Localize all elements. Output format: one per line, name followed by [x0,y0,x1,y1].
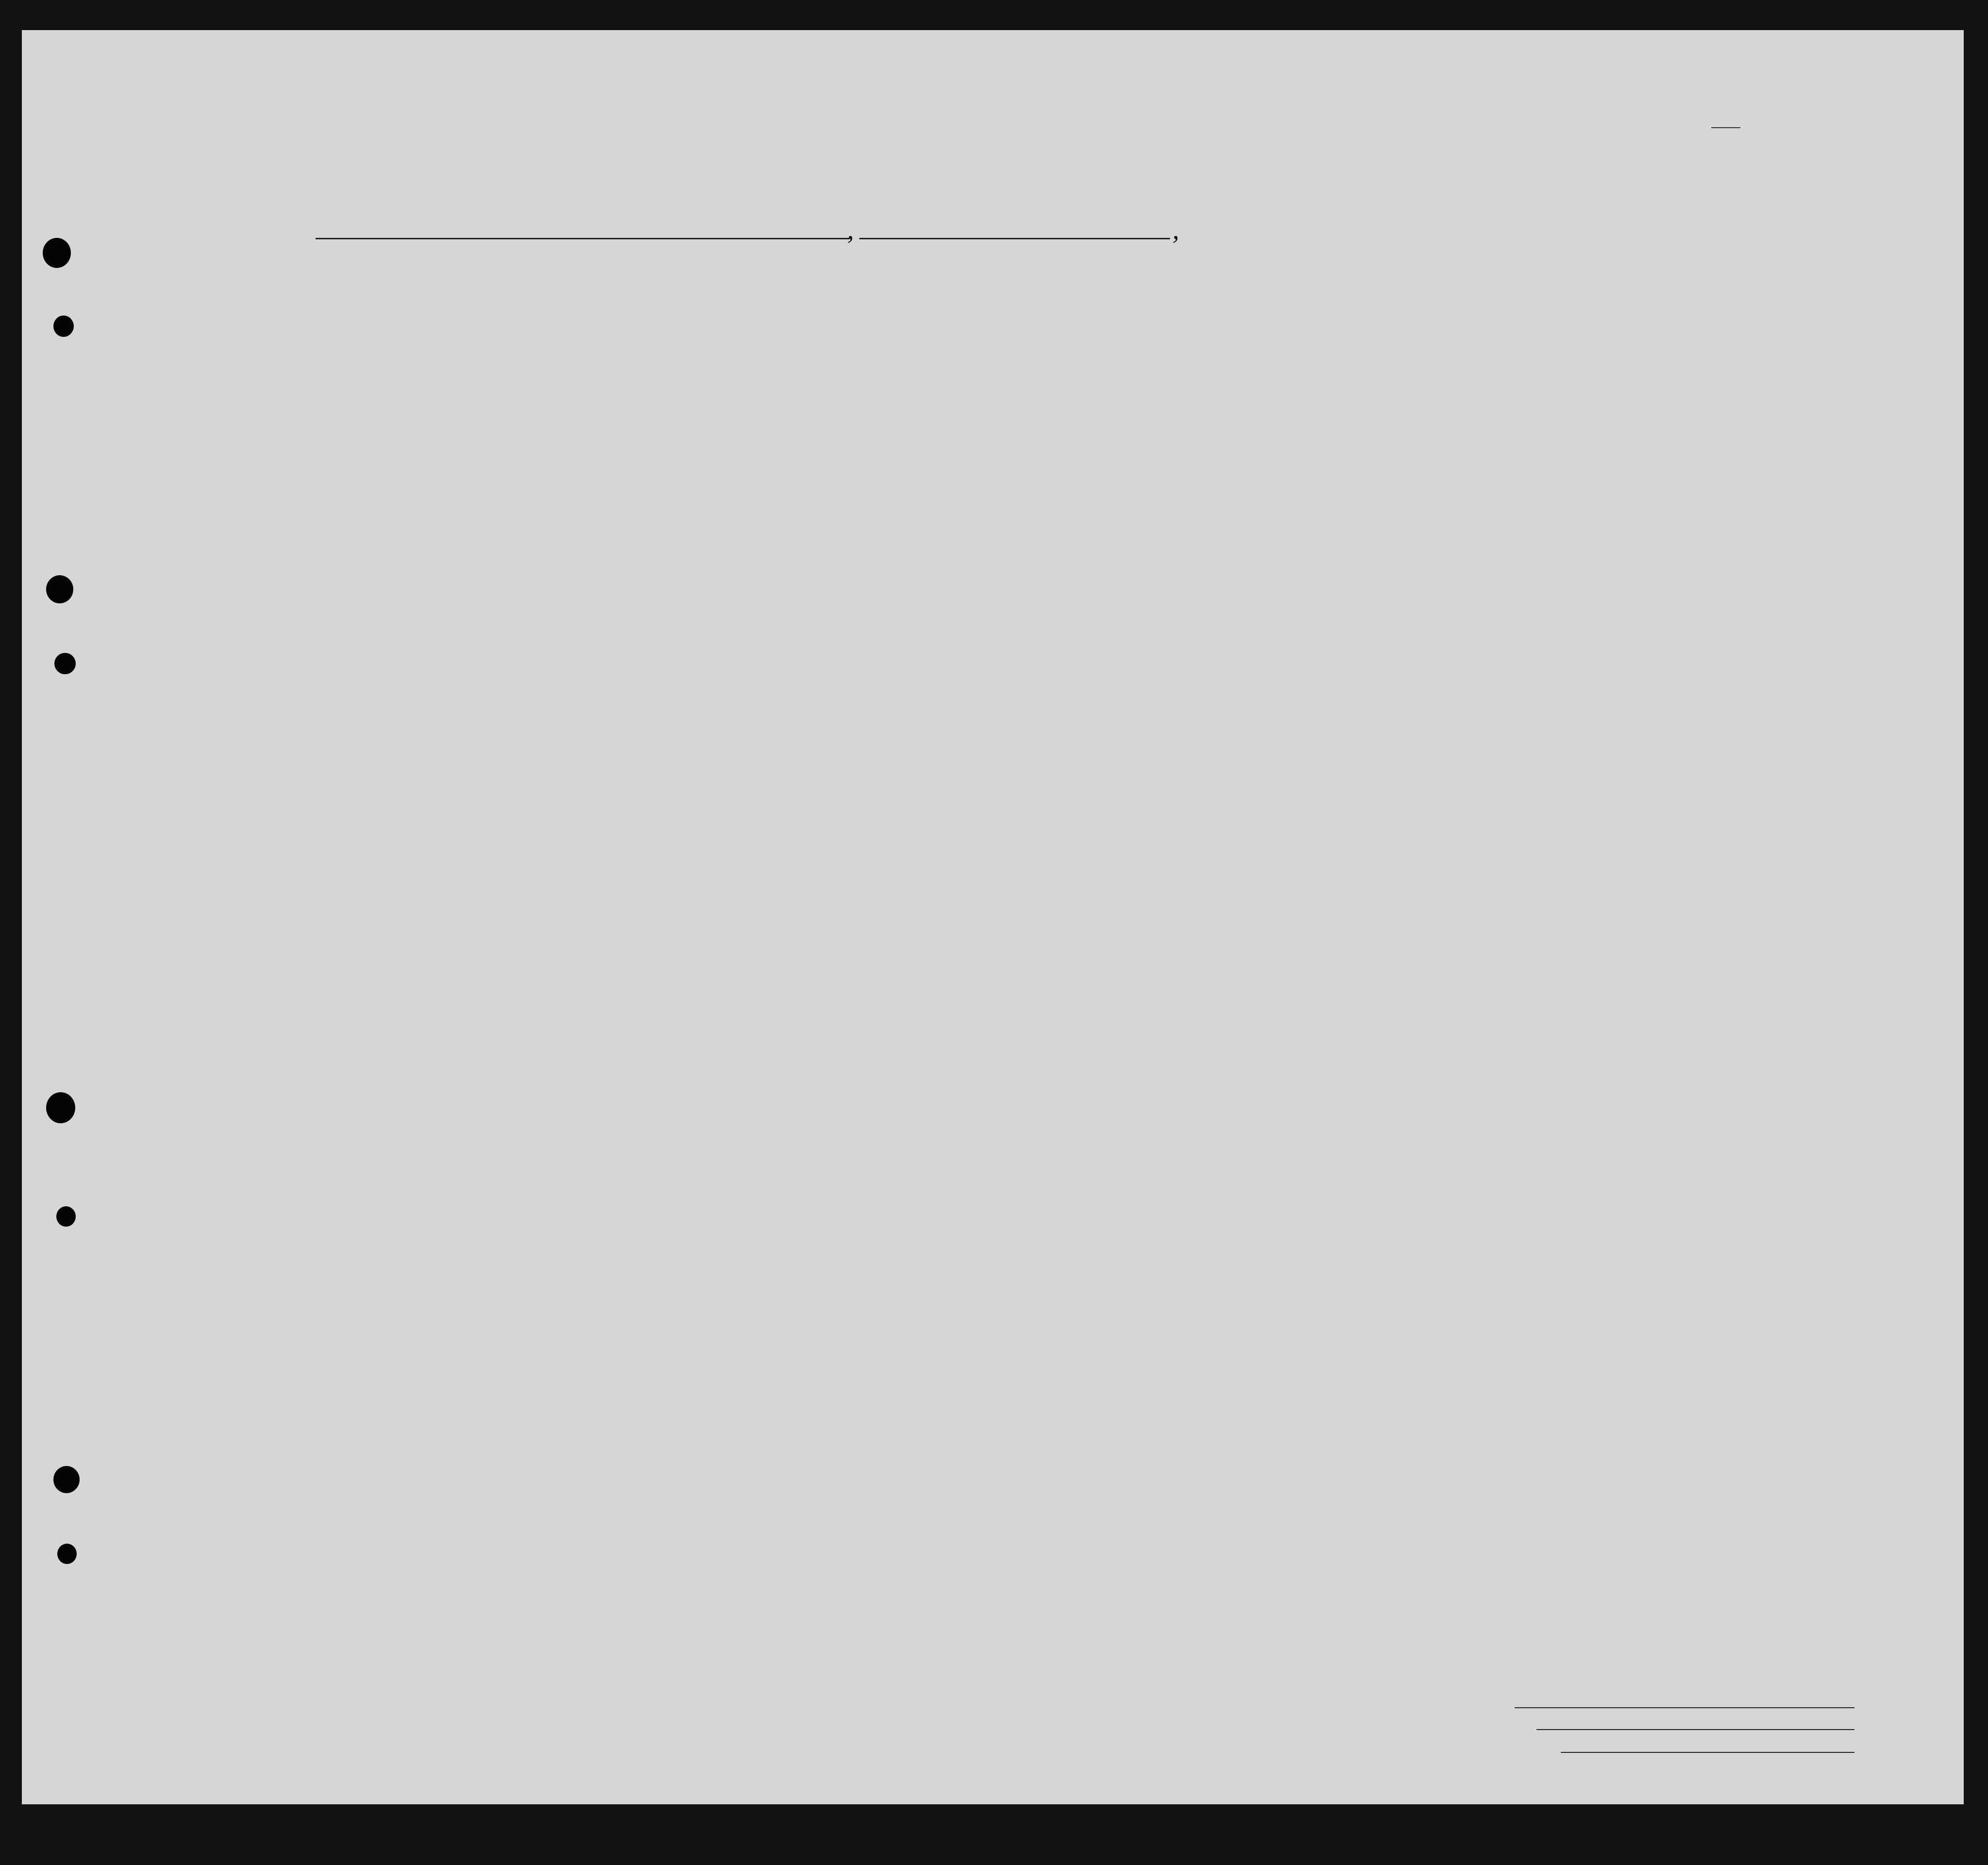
punch-hole [43,238,71,268]
punch-hole [46,1092,75,1123]
punch-hole [54,653,76,674]
punch-hole [53,316,74,337]
manifest-sheet: , , [22,30,1964,1804]
punch-hole [57,1544,77,1564]
punch-hole [56,1206,76,1227]
manifest-grid [22,30,1964,1804]
punch-hole [53,1466,80,1493]
punch-hole [46,575,73,603]
